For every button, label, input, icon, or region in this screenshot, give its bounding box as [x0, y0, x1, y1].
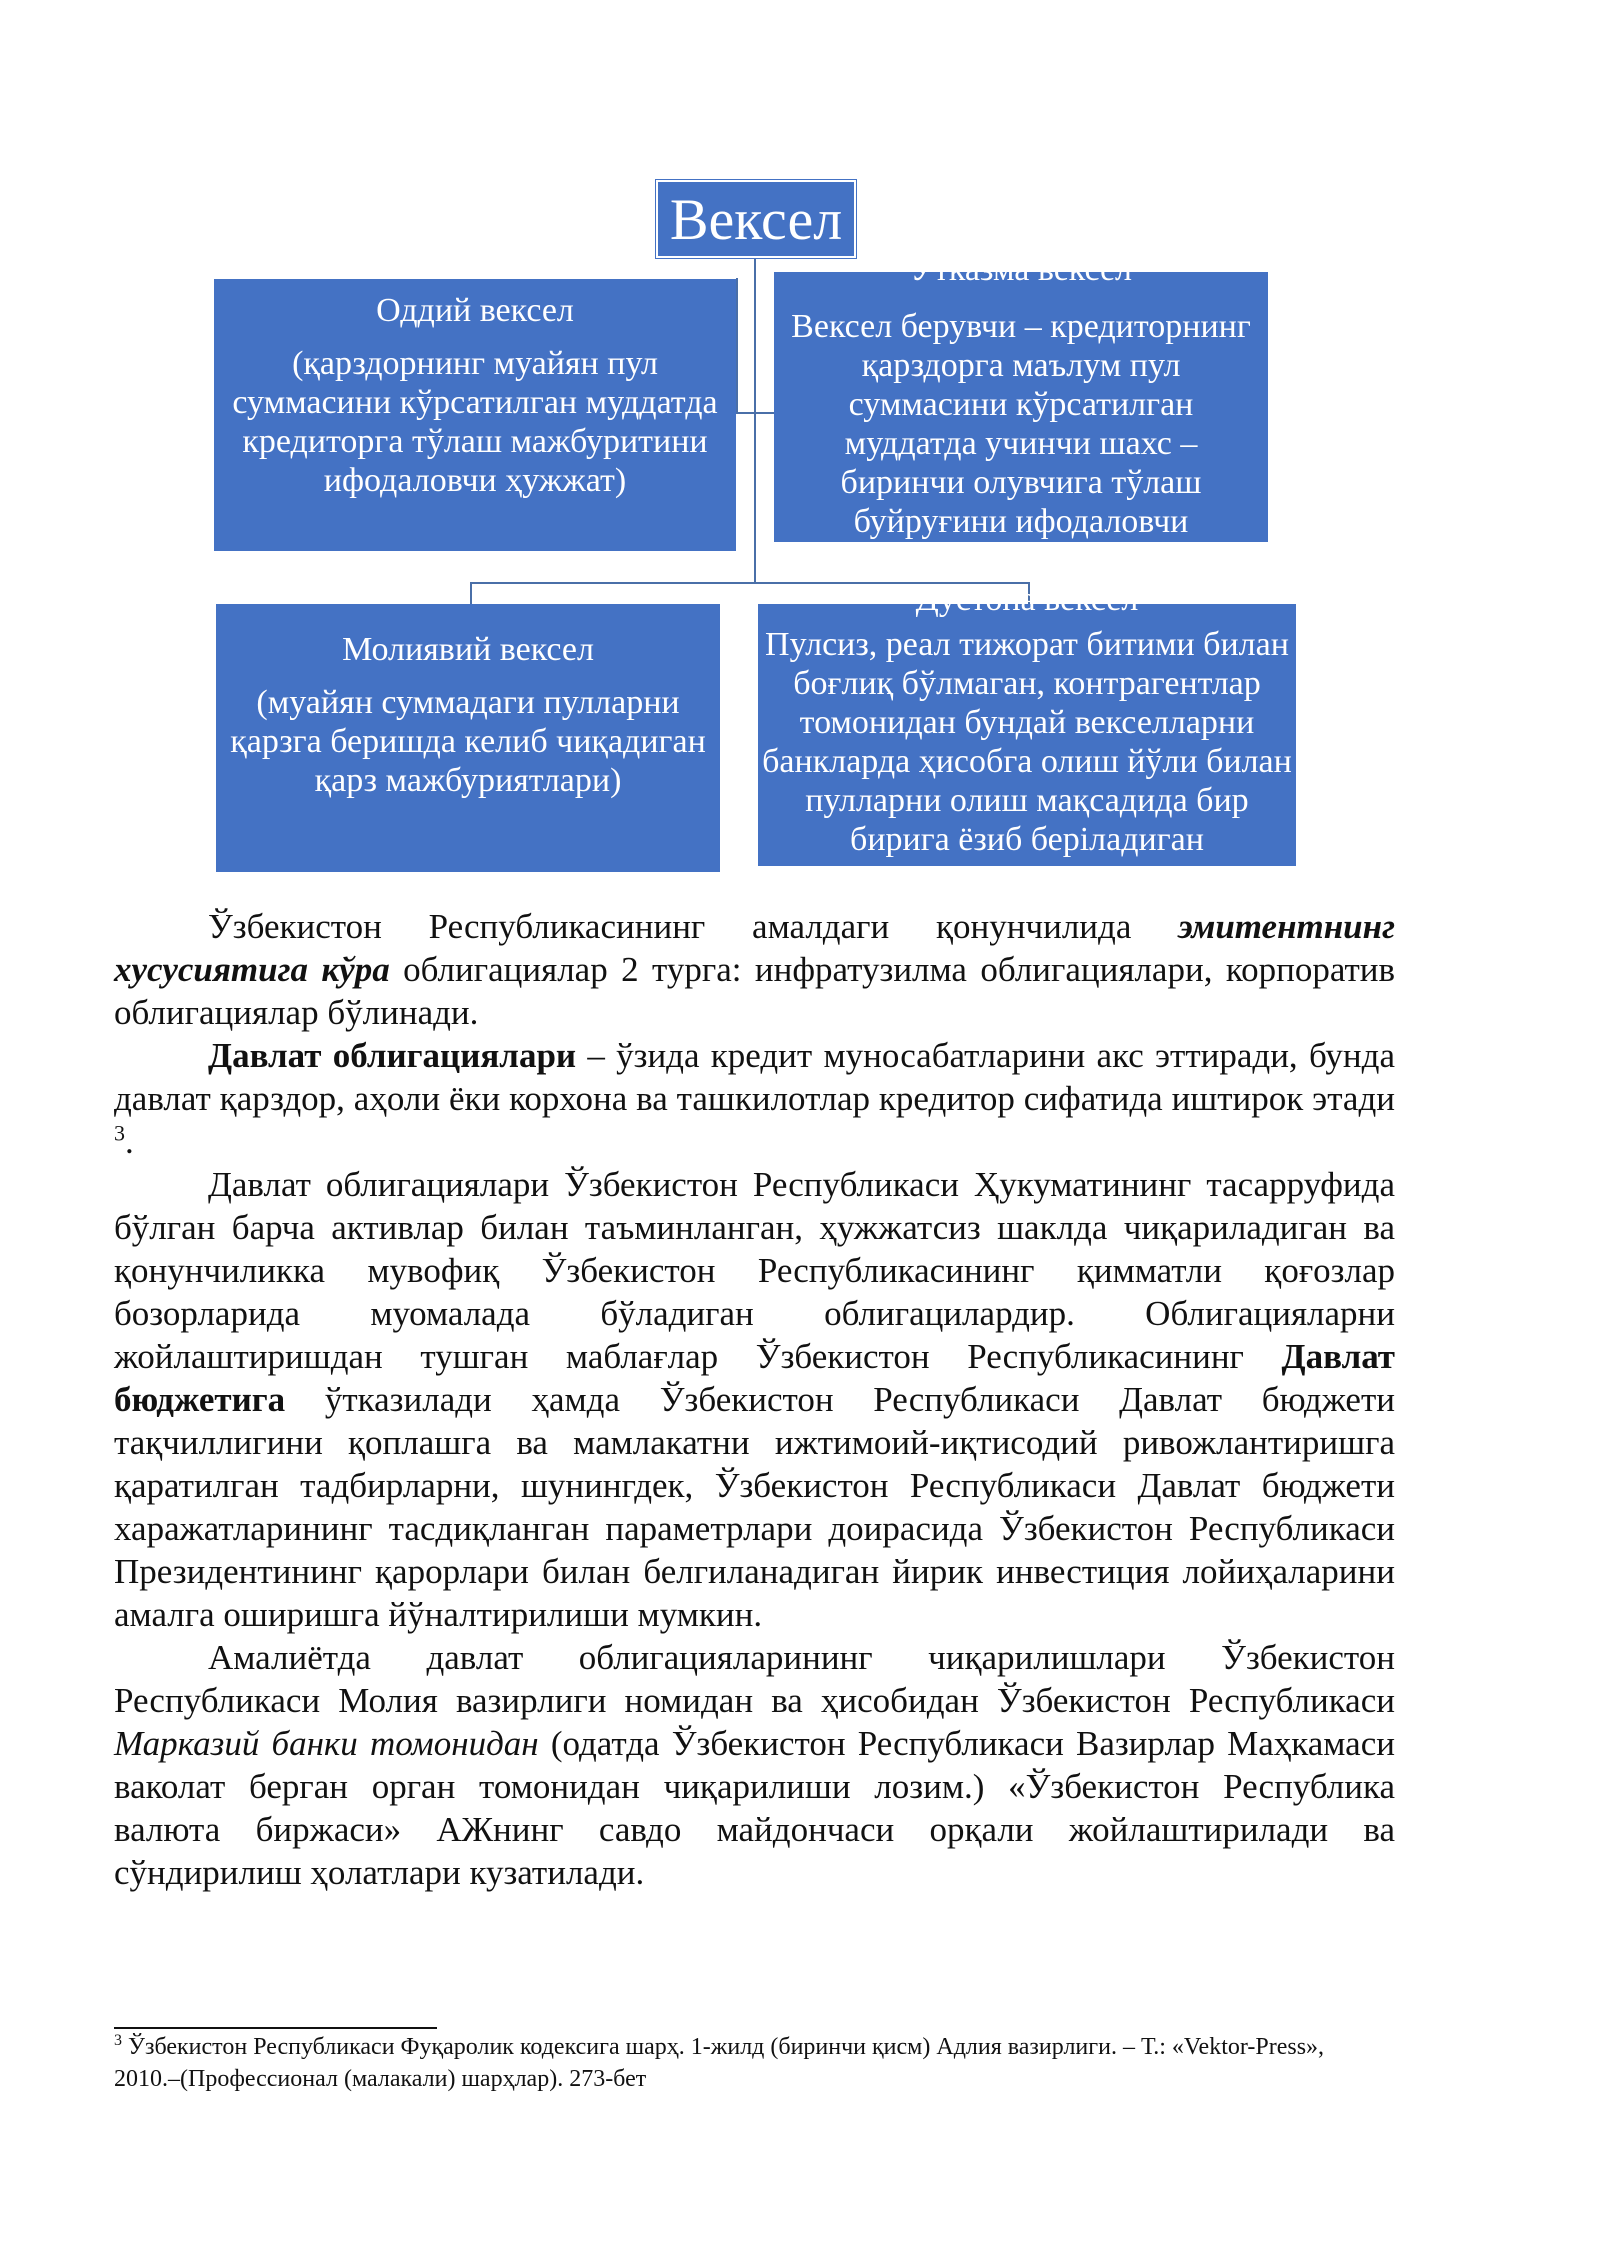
body-text	[114, 905, 1395, 1894]
node-title: Молиявий вексел	[342, 631, 594, 668]
diagram-node-transfer-bill	[774, 251, 1268, 542]
footnote-reference: 3	[114, 1120, 125, 1146]
node-description: Вексел берувчи – кредиторнинг қарздорга маълум пул суммасини кўрсатилган муддатда учинчи шахс – биринчи олувчига тўлаш буйруғини ифодаловчи	[791, 308, 1251, 540]
text-run: (одатда Ўзбекистон Республикаси Вазирлар Маҳкамаси ваколат берган орган томонидан чиқарилиши лозим.) «Ўзбекистон Республика валюта биржаси» АЖнинг савдо майдончаси орқали жойлаштирилади ва сўндирилиш ҳолатлари кузатилади.	[114, 1724, 1395, 1892]
diagram-node-financial-bill	[216, 604, 720, 872]
footnote-separator	[114, 2027, 437, 2029]
connector-upper-right	[754, 412, 776, 414]
italic-term: Марказий банки томонидан	[114, 1724, 539, 1763]
bold-term: Давлат бюджетига	[114, 1337, 1395, 1419]
node-description: (муайян суммадаги пулларни қарзга беришда келиб чиқадиган қарз мажбуриятлари)	[230, 684, 706, 799]
node-title: Оддий вексел	[376, 292, 574, 329]
text-run: облигациялар 2 турга: инфратузилма облигациялари, корпоратив облигациялар бўлинади.	[114, 950, 1395, 1032]
text-run: .	[125, 1122, 134, 1161]
text-run: – ўзида кредит муносабатларини акс эттиради, бунда давлат қарздор, аҳоли ёки корхона ва ташкилотлар кредитор сифатида иштирок этади	[114, 1036, 1395, 1118]
paragraph-2	[114, 1034, 1395, 1163]
footnote-text: Ўзбекистон Республикаси Фуқаролик кодексига шарҳ. 1-жилд (биринчи қисм) Адлия вазирлиги. – Т.: «Vektor-Press», 2010.–(Профессионал (малакали) шарҳлар). 273-бет	[114, 2034, 1325, 2092]
node-title: Дўстона вексел	[915, 581, 1139, 618]
emphasis-text: эмитентнинг хусусиятига кўра	[114, 907, 1395, 989]
footnote-mark: 3	[114, 2032, 122, 2049]
connector-lower-left	[470, 582, 472, 604]
connector-upper-left-stub	[736, 278, 738, 414]
node-description: Пулсиз, реал тижорат битими билан боғлиқ бўлмаган, контрагентлар томонидан бундай векселларни банкларда ҳисобга олиш йўли билан пулларни олиш мақсадида бир бирига ёзиб беріладиган	[762, 626, 1292, 858]
text-run: ўтказилади ҳамда Ўзбекистон Республикаси Давлат бюджети тақчиллигини қоплашга ва мамлакатни ижтимоий-иқтисодий ривожлантиришга қаратилган тадбирларни, шунингдек, Ўзбекистон Республикаси Давлат бюджети харажатларининг тасдиқланган параметрлари доирасида Ўзбекистон Республикаси Президентининг қарорлари билан белгиланадиган йирик инвестиция лойиҳаларини амалга оширишга йўналтирилиши мумкин.	[114, 1380, 1395, 1634]
diagram-node-friendly-bill	[758, 581, 1296, 866]
paragraph-1	[114, 905, 1395, 1034]
text-run: Амалиётда давлат облигацияларининг чиқарилишлари Ўзбекистон Республикаси Молия вазирлиги номидан ва ҳисобидан Ўзбекистон Республикаси	[114, 1638, 1395, 1720]
vexel-diagram	[0, 0, 1600, 900]
node-description: (қарздорнинг муайян пул суммасини кўрсатилган муддатда кредиторга тўлаш мажбуритини ифодаловчи ҳужжат)	[232, 345, 718, 499]
node-title: Ўтказма вексел	[909, 251, 1133, 288]
paragraph-3	[114, 1163, 1395, 1636]
text-run: Ўзбекистон Республикасининг амалдаги қонунчилида	[208, 907, 1179, 946]
connector-upper-left	[736, 412, 756, 414]
diagram-root-node: Вексел	[656, 180, 856, 258]
paragraph-4	[114, 1636, 1395, 1894]
diagram-node-simple-bill	[214, 279, 736, 551]
connector-trunk	[754, 258, 756, 584]
bold-term: Давлат облигациялари	[208, 1036, 577, 1075]
footnote	[114, 2031, 1395, 2095]
text-run: Давлат облигациялари Ўзбекистон Республикаси Ҳукуматининг тасарруфида бўлган барча активлар билан таъминланган, ҳужжатсиз шаклда чиқариладиган ва қонунчиликка мувофиқ Ўзбекистон Республикасининг қимматли қоғозлар бозорларида муомалада бўладиган облигацилардир. Облигацияларни жойлаштиришдан тушган маблағлар Ўзбекистон Республикасининг	[114, 1165, 1395, 1376]
